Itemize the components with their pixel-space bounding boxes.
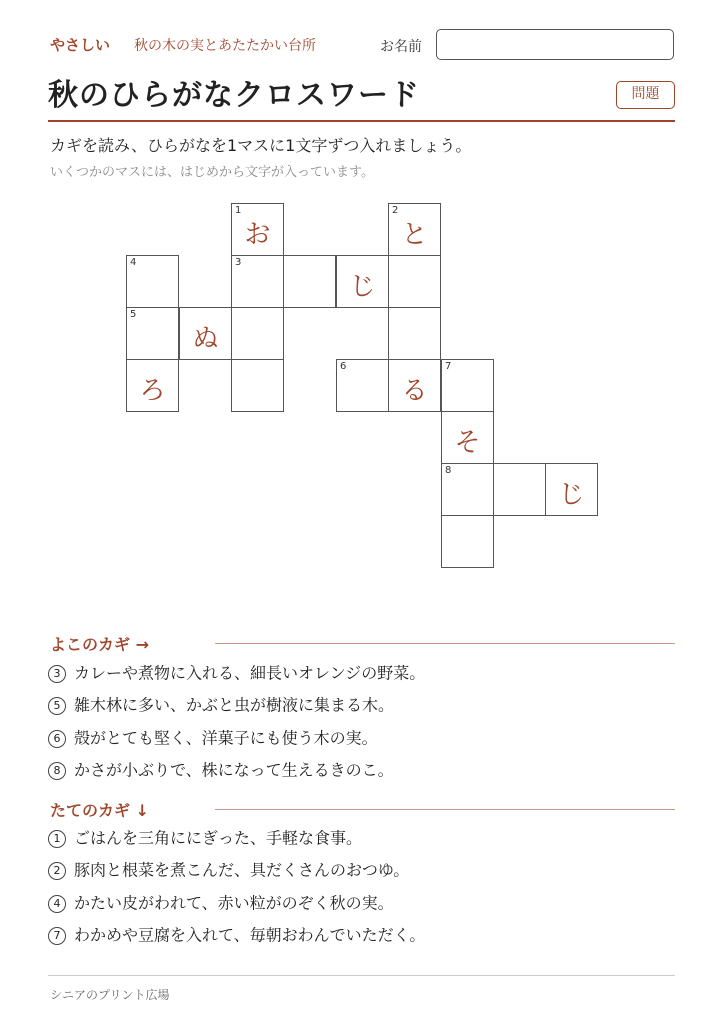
grid-cell[interactable]	[441, 515, 494, 568]
grid-cell[interactable]	[388, 307, 441, 360]
down-clue	[48, 924, 425, 946]
grid-cell[interactable]	[336, 359, 389, 412]
clue-text: かさが小ぶりで、株になって生えるきのこ。	[74, 760, 394, 780]
clue-text: 殻がとても堅く、洋菓子にも使う木の実。	[74, 728, 378, 748]
down-clue	[48, 892, 394, 914]
grid-cell[interactable]	[231, 307, 284, 360]
grid-cell[interactable]	[545, 463, 598, 516]
grid-cell[interactable]	[179, 307, 232, 360]
instructions-main: カギを読み、ひらがなを1マスに1文字ずつ入れましょう。	[50, 136, 472, 155]
footer-text: シニアのプリント広場	[50, 988, 170, 1002]
cell-char: ろ	[139, 376, 166, 406]
level-label: やさしい	[50, 36, 111, 54]
clue-number-badge: 3	[48, 665, 66, 683]
across-heading: よこのカギ →	[50, 635, 149, 654]
clue-text: わかめや豆腐を入れて、毎朝おわんでいただく。	[74, 925, 426, 945]
cell-char: と	[401, 220, 428, 250]
theme-label: 秋の木の実とあたたかい台所	[134, 38, 316, 54]
clue-number-badge: 8	[48, 762, 66, 780]
grid-cell[interactable]	[441, 463, 494, 516]
cell-char: お	[244, 220, 271, 250]
clue-text: 豚肉と根菜を煮こんだ、具だくさんのおつゆ。	[74, 860, 410, 880]
grid-cell[interactable]	[231, 203, 284, 256]
instructions-sub: いくつかのマスには、はじめから文字が入っています。	[50, 165, 374, 180]
grid-cell[interactable]	[388, 359, 441, 412]
cell-number: 2	[392, 205, 399, 216]
cell-char: そ	[454, 428, 481, 458]
clue-number-badge: 1	[48, 830, 66, 848]
cell-number: 1	[235, 205, 242, 216]
across-clue	[48, 759, 394, 781]
across-clue	[48, 694, 394, 716]
cell-number: 7	[445, 361, 452, 372]
cell-char: じ	[558, 480, 585, 510]
across-clue	[48, 727, 378, 749]
down-heading: たてのカギ ↓	[50, 801, 149, 820]
grid-cell[interactable]	[336, 255, 389, 308]
down-clue	[48, 827, 362, 849]
down-divider	[215, 809, 675, 810]
clue-number-badge: 7	[48, 927, 66, 945]
clue-text: ごはんを三角ににぎった、手軽な食事。	[74, 828, 363, 848]
grid-cell[interactable]	[441, 359, 494, 412]
grid-cell[interactable]	[231, 359, 284, 412]
clue-text: 雑木林に多い、かぶと虫が樹液に集まる木。	[74, 695, 395, 715]
clue-number-badge: 5	[48, 697, 66, 715]
cell-char: ぬ	[192, 324, 219, 354]
grid-cell[interactable]	[388, 203, 441, 256]
clue-text: カレーや煮物に入れる、細長いオレンジの野菜。	[74, 663, 426, 683]
cell-number: 6	[340, 361, 347, 372]
name-input-box[interactable]	[436, 29, 674, 60]
clue-number-badge: 2	[48, 862, 66, 880]
name-label: お名前	[380, 39, 422, 55]
page-title: 秋のひらがなクロスワード	[48, 78, 420, 113]
cell-number: 4	[130, 257, 137, 268]
cell-number: 8	[445, 465, 452, 476]
across-clue	[48, 662, 425, 684]
cell-char: じ	[349, 272, 376, 302]
grid-cell[interactable]	[126, 359, 179, 412]
cell-number: 5	[130, 309, 137, 320]
cell-char: る	[401, 376, 428, 406]
down-clue	[48, 859, 409, 881]
clue-number-badge: 6	[48, 730, 66, 748]
footer-divider	[48, 975, 675, 976]
clue-number-badge: 4	[48, 895, 66, 913]
grid-cell[interactable]	[283, 255, 336, 308]
grid-cell[interactable]	[441, 411, 494, 464]
cell-number: 3	[235, 257, 242, 268]
clue-text: かたい皮がわれて、赤い粒がのぞく秋の実。	[74, 893, 394, 913]
grid-cell[interactable]	[231, 255, 284, 308]
title-divider	[48, 120, 675, 122]
problem-badge: 問題	[616, 81, 675, 109]
grid-cell[interactable]	[126, 307, 179, 360]
grid-cell[interactable]	[126, 255, 179, 308]
grid-cell[interactable]	[388, 255, 441, 308]
across-divider	[215, 643, 675, 644]
grid-cell[interactable]	[493, 463, 546, 516]
